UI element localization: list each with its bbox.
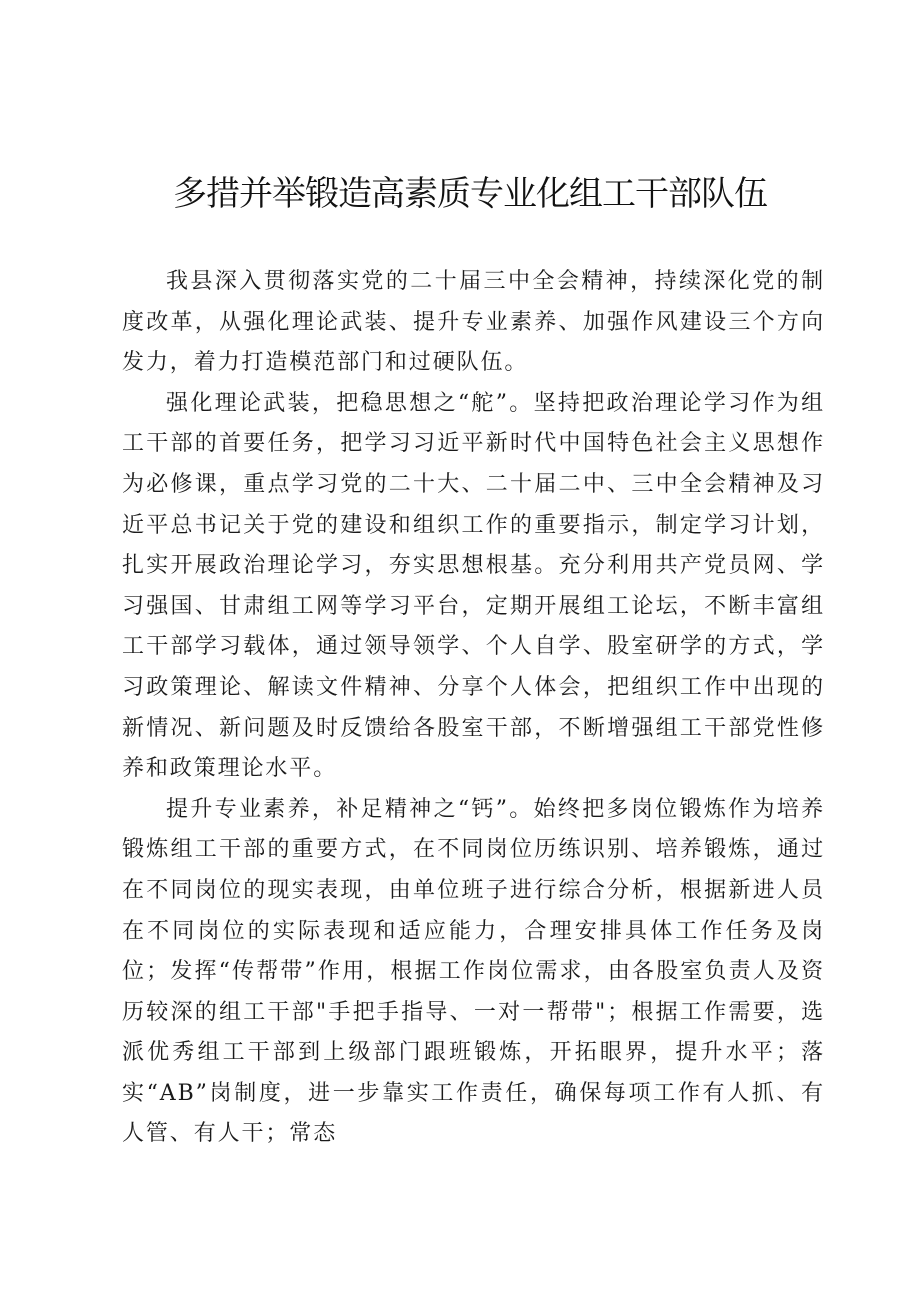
document-title: 多措并举锻造高素质专业化组工干部队伍 — [173, 174, 767, 214]
paragraph-theory-study: 强化理论武装，把稳思想之“舵”。坚持把政治理论学习作为组工干部的首要任务，把学习习近平新时代中国特色社会主义思想作为必修课，重点学习党的二十大、二十届二中、三中全会精神及习近平总书记关于党的建设和组织工作的重要指示，制定学习计划，扎实开展政治理论学习，夯实思想根基。充分利用共产党员网、学习强国、甘肃组工网等学习平台，定期开展组工论坛，不断丰富组工干部学习载体，通过领导领学、个人自学、股室研学的方式，学习政策理论、解读文件精神、分享个人体会，把组织工作中出现的新情况、新问题及时反馈给各股室干部，不断增强组工干部党性修养和政策理论水平。 — [122, 390, 825, 782]
document-body — [122, 262, 825, 1155]
paragraph-intro: 我县深入贯彻落实党的二十届三中全会精神，持续深化党的制度改革，从强化理论武装、提升专业素养、加强作风建设三个方向发力，着力打造模范部门和过硬队伍。 — [122, 269, 825, 376]
paragraph-professional-quality: 提升专业素养，补足精神之“钙”。始终把多岗位锻炼作为培养锻炼组工干部的重要方式，在不同岗位历练识别、培养锻炼，通过在不同岗位的现实表现，由单位班子进行综合分析，根据新进人员在不同岗位的实际表现和适应能力，合理安排具体工作任务及岗位；发挥“传帮带”作用，根据工作岗位需求，由各股室负责人及资历较深的组工干部"手把手指导、一对一帮带"；根据工作需要，选派优秀组工干部到上级部门跟班锻炼，开拓眼界，提升水平；落实“AB”岗制度，进一步靠实工作责任，确保每项工作有人抓、有人管、有人干；常态 — [122, 796, 825, 1147]
